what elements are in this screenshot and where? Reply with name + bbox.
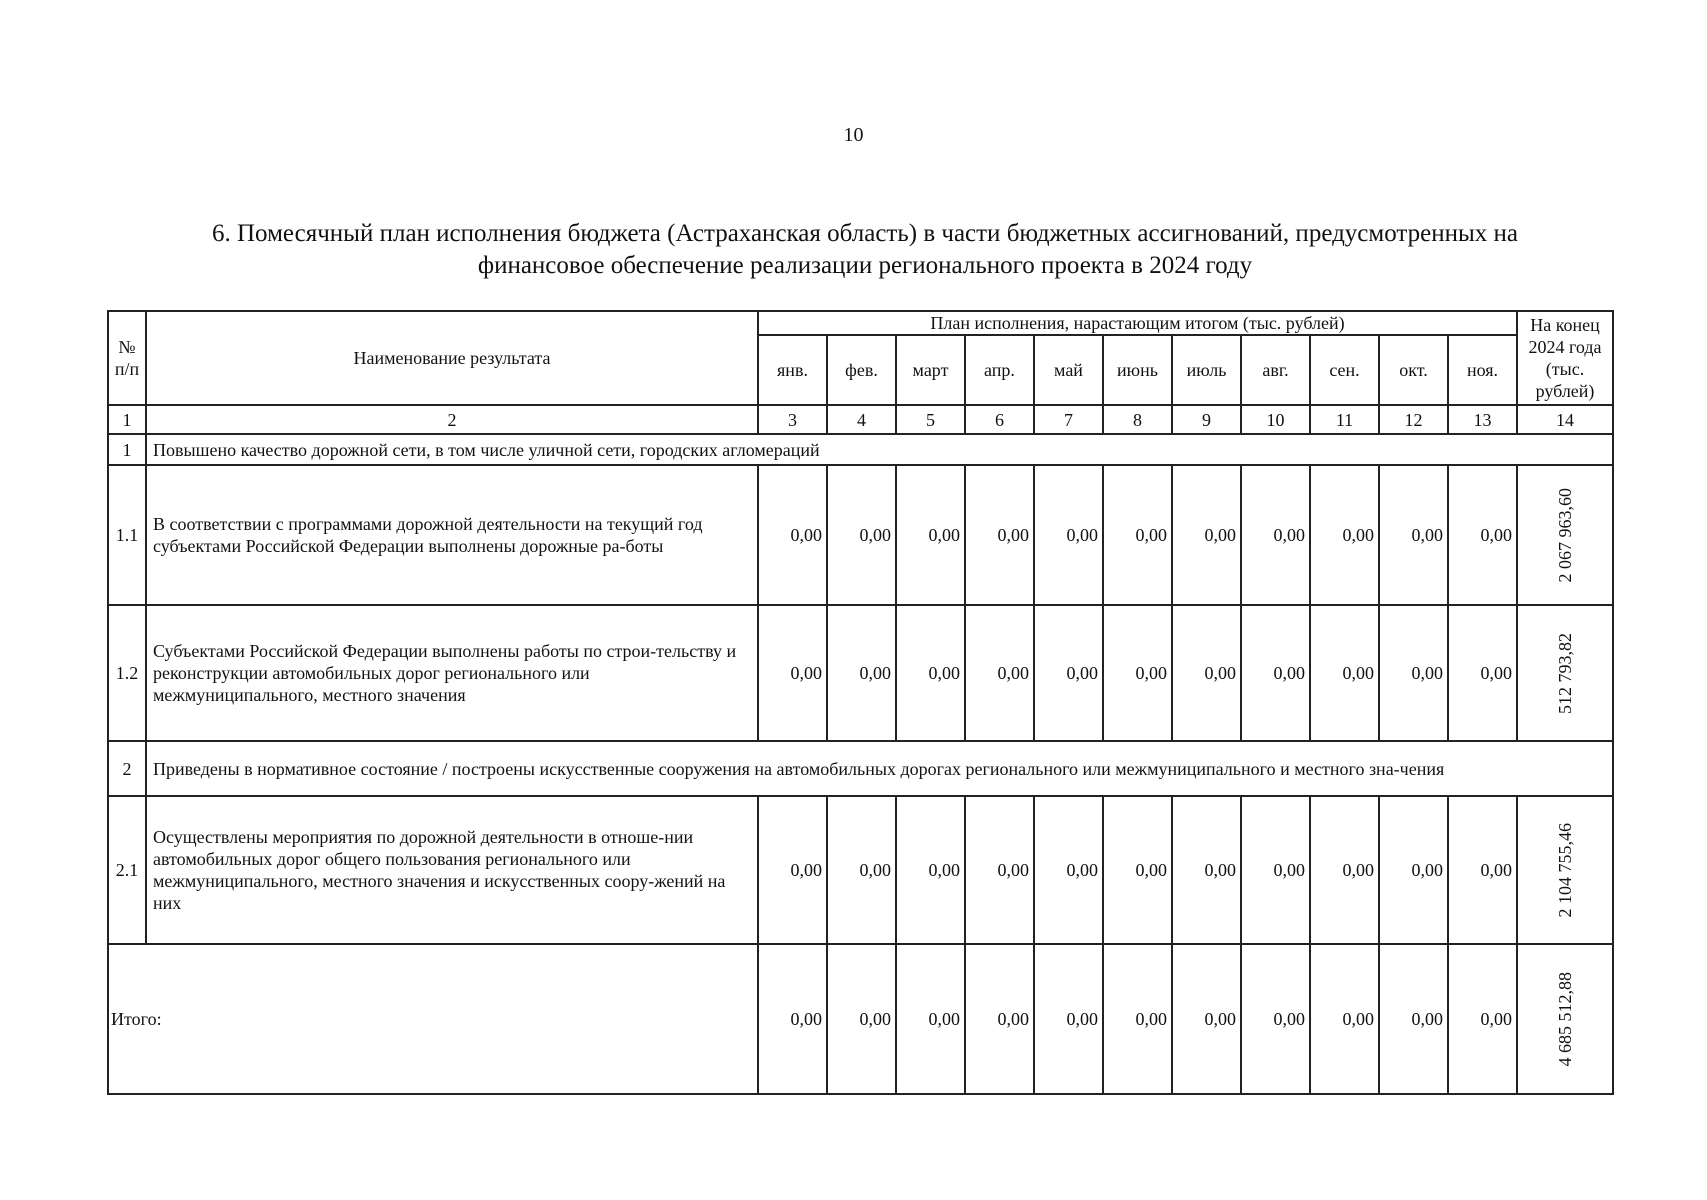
value-cell: 0,00 bbox=[1172, 796, 1241, 944]
value-cell: 0,00 bbox=[1448, 465, 1517, 605]
total-value: 0,00 bbox=[827, 944, 896, 1094]
value-cell: 0,00 bbox=[1379, 465, 1448, 605]
header-month: май bbox=[1034, 335, 1103, 405]
column-number: 5 bbox=[896, 405, 965, 434]
value-cell: 0,00 bbox=[1241, 796, 1310, 944]
value-cell: 0,00 bbox=[896, 465, 965, 605]
value-cell: 0,00 bbox=[965, 465, 1034, 605]
value-cell: 0,00 bbox=[896, 796, 965, 944]
value-cell: 0,00 bbox=[758, 796, 827, 944]
row-name: В соответствии с программами дорожной деятельности на текущий год субъектами Российской Федерации выполнены дорожные ра-боты bbox=[146, 465, 758, 605]
end-value-cell bbox=[1517, 796, 1613, 944]
header-name: Наименование результата bbox=[146, 311, 758, 405]
value-cell: 0,00 bbox=[1448, 605, 1517, 741]
end-value-cell bbox=[1517, 605, 1613, 741]
header-month: июль bbox=[1172, 335, 1241, 405]
value-cell: 0,00 bbox=[1034, 796, 1103, 944]
value-cell: 0,00 bbox=[1448, 796, 1517, 944]
column-number: 4 bbox=[827, 405, 896, 434]
column-number: 1 bbox=[108, 405, 146, 434]
value-cell: 0,00 bbox=[1103, 796, 1172, 944]
total-value: 0,00 bbox=[1172, 944, 1241, 1094]
header-month: окт. bbox=[1379, 335, 1448, 405]
end-value: 512 793,82 bbox=[1555, 632, 1575, 714]
column-number: 12 bbox=[1379, 405, 1448, 434]
row-num: 2.1 bbox=[108, 796, 146, 944]
header-end: На конец 2024 года (тыс. рублей) bbox=[1517, 311, 1613, 405]
value-cell: 0,00 bbox=[1310, 796, 1379, 944]
value-cell: 0,00 bbox=[1034, 605, 1103, 741]
total-value: 0,00 bbox=[896, 944, 965, 1094]
header-month: апр. bbox=[965, 335, 1034, 405]
value-cell: 0,00 bbox=[758, 605, 827, 741]
column-number: 3 bbox=[758, 405, 827, 434]
row-num: 1.2 bbox=[108, 605, 146, 741]
column-number: 11 bbox=[1310, 405, 1379, 434]
section-num: 1 bbox=[108, 434, 146, 465]
header-month: авг. bbox=[1241, 335, 1310, 405]
total-value: 0,00 bbox=[1379, 944, 1448, 1094]
value-cell: 0,00 bbox=[1241, 605, 1310, 741]
row-num: 1.1 bbox=[108, 465, 146, 605]
total-end-value: 4 685 512,88 bbox=[1555, 971, 1575, 1067]
row-name: Осуществлены мероприятия по дорожной деятельности в отноше-нии автомобильных дорог общего пользования регионального или межмуниципального, местного значения и искусственных соору-жений на них bbox=[146, 796, 758, 944]
value-cell: 0,00 bbox=[827, 605, 896, 741]
section-row bbox=[108, 434, 1613, 465]
header-row-1 bbox=[108, 311, 1613, 335]
header-month: март bbox=[896, 335, 965, 405]
title-line-2: финансовое обеспечение реализации регионального проекта в 2024 году bbox=[477, 252, 1253, 279]
column-number: 10 bbox=[1241, 405, 1310, 434]
value-cell: 0,00 bbox=[965, 605, 1034, 741]
section-num: 2 bbox=[108, 741, 146, 796]
header-plan: План исполнения, нарастающим итогом (тыс. рублей) bbox=[758, 311, 1517, 335]
table-row bbox=[108, 796, 1613, 944]
header-month: фев. bbox=[827, 335, 896, 405]
total-label: Итого: bbox=[108, 944, 758, 1094]
column-number: 6 bbox=[965, 405, 1034, 434]
column-number: 2 bbox=[146, 405, 758, 434]
value-cell: 0,00 bbox=[1310, 605, 1379, 741]
section-title: Повышено качество дорожной сети, в том числе уличной сети, городских агломераций bbox=[146, 434, 1613, 465]
value-cell: 0,00 bbox=[1172, 605, 1241, 741]
table-row bbox=[108, 465, 1613, 605]
end-value: 2 104 755,46 bbox=[1555, 822, 1575, 918]
header-month: янв. bbox=[758, 335, 827, 405]
header-month: июнь bbox=[1103, 335, 1172, 405]
column-number: 7 bbox=[1034, 405, 1103, 434]
total-value: 0,00 bbox=[1103, 944, 1172, 1094]
header-num: № п/п bbox=[108, 311, 146, 405]
header-month: сен. bbox=[1310, 335, 1379, 405]
value-cell: 0,00 bbox=[827, 465, 896, 605]
value-cell: 0,00 bbox=[1241, 465, 1310, 605]
header-month: ноя. bbox=[1448, 335, 1517, 405]
page-title bbox=[150, 218, 1580, 282]
budget-table bbox=[107, 310, 1614, 1095]
total-value: 0,00 bbox=[1448, 944, 1517, 1094]
section-title: Приведены в нормативное состояние / построены искусственные сооружения на автомобильных дорогах регионального или межмуниципального и местного зна-чения bbox=[146, 741, 1613, 796]
total-value: 0,00 bbox=[1310, 944, 1379, 1094]
total-row bbox=[108, 944, 1613, 1094]
value-cell: 0,00 bbox=[1379, 605, 1448, 741]
title-line-1: 6. Помесячный план исполнения бюджета (Астраханская область) в части бюджетных ассигнований, предусмотренных на bbox=[212, 220, 1518, 247]
end-value-cell bbox=[1517, 465, 1613, 605]
row-name: Субъектами Российской Федерации выполнены работы по строи-тельству и реконструкции автомобильных дорог регионального или межмуниципального, местного значения bbox=[146, 605, 758, 741]
value-cell: 0,00 bbox=[1379, 796, 1448, 944]
end-value: 2 067 963,60 bbox=[1555, 487, 1575, 583]
value-cell: 0,00 bbox=[1103, 605, 1172, 741]
total-value: 0,00 bbox=[1034, 944, 1103, 1094]
page-number: 10 bbox=[843, 124, 864, 146]
column-number: 9 bbox=[1172, 405, 1241, 434]
total-value: 0,00 bbox=[758, 944, 827, 1094]
value-cell: 0,00 bbox=[965, 796, 1034, 944]
table-row bbox=[108, 605, 1613, 741]
total-value: 0,00 bbox=[965, 944, 1034, 1094]
total-end-cell bbox=[1517, 944, 1613, 1094]
value-cell: 0,00 bbox=[1172, 465, 1241, 605]
value-cell: 0,00 bbox=[896, 605, 965, 741]
total-value: 0,00 bbox=[1241, 944, 1310, 1094]
column-number-row bbox=[108, 405, 1613, 434]
column-number: 8 bbox=[1103, 405, 1172, 434]
value-cell: 0,00 bbox=[1034, 465, 1103, 605]
value-cell: 0,00 bbox=[758, 465, 827, 605]
column-number: 14 bbox=[1517, 405, 1613, 434]
value-cell: 0,00 bbox=[1310, 465, 1379, 605]
value-cell: 0,00 bbox=[827, 796, 896, 944]
value-cell: 0,00 bbox=[1103, 465, 1172, 605]
column-number: 13 bbox=[1448, 405, 1517, 434]
section-row bbox=[108, 741, 1613, 796]
